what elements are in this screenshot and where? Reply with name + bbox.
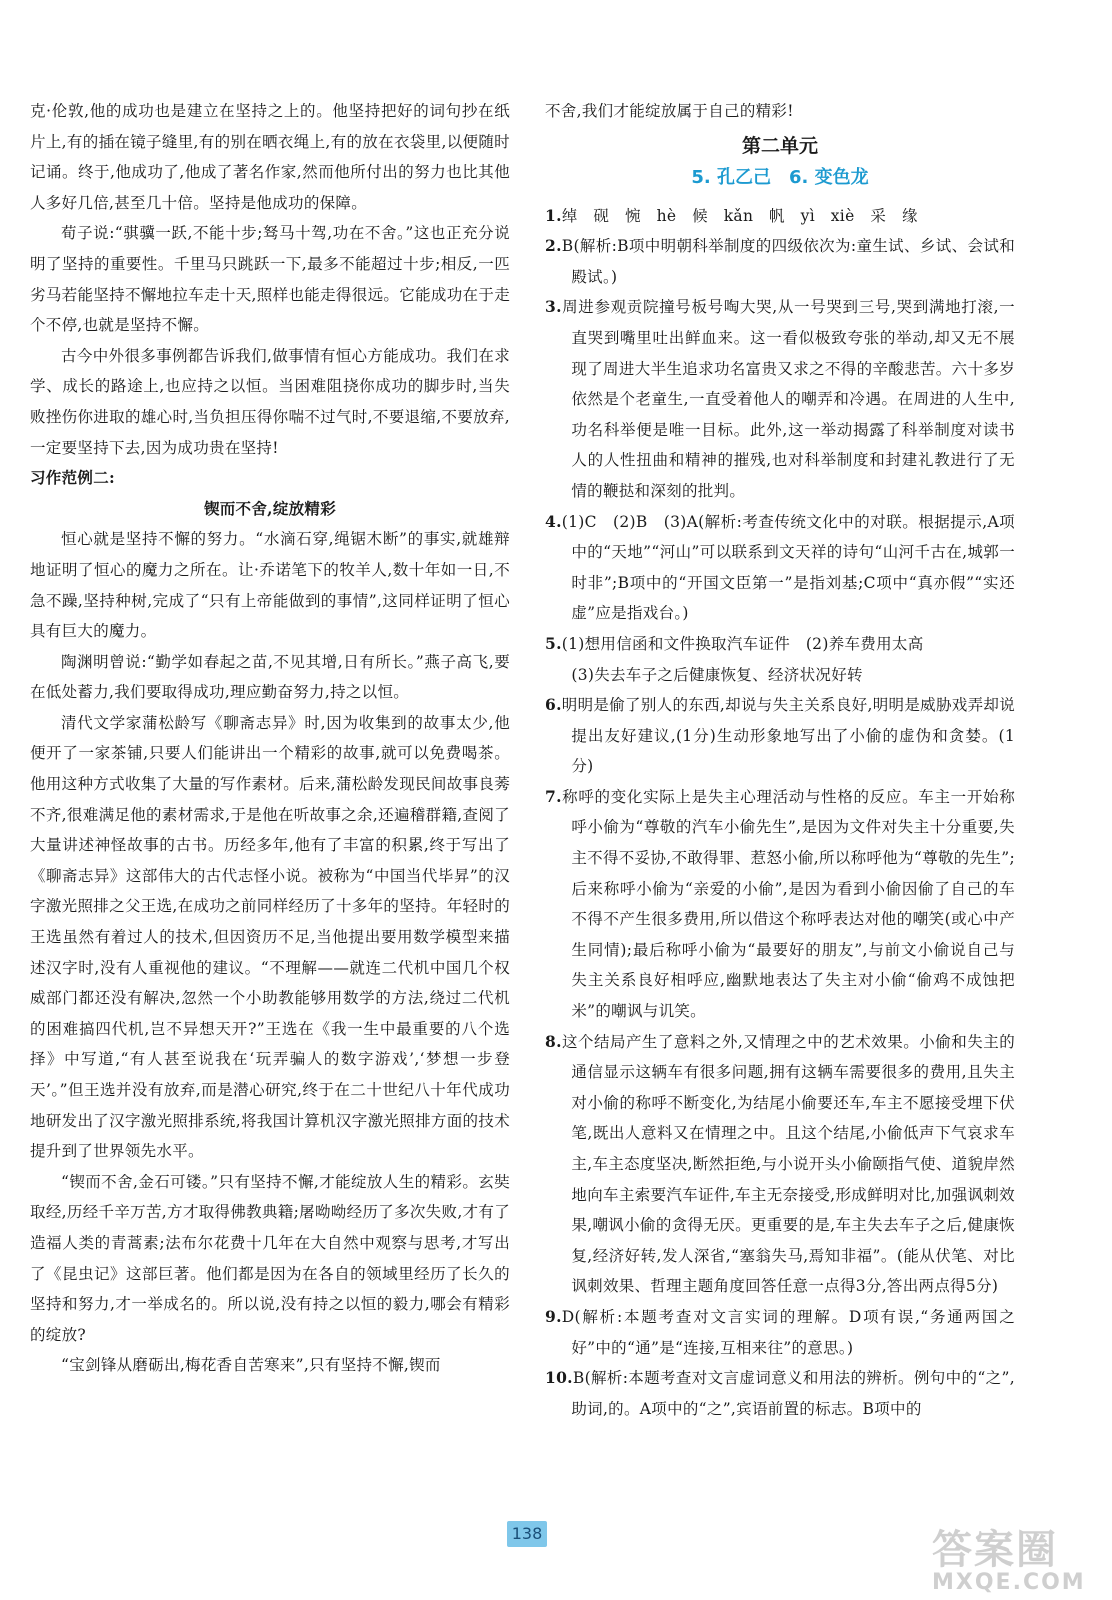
answer-item: [545, 1302, 1015, 1363]
answer-item: [545, 292, 1015, 506]
item-number: 5.: [545, 633, 562, 653]
watermark-logo-text: 答案圈: [932, 1527, 1058, 1573]
answer-item: [545, 1027, 1015, 1302]
item-text: (1)想用信函和文件换取汽车证件 (2)养车费用太高: [561, 634, 924, 653]
item-text: (1)C (2)B (3)A(解析:考查传统文化中的对联。根据提示,A项中的“天地”“河山”可以联系到文天祥的诗句“山河千古在,城郭一时非”;B项中的“开国文臣第一”是指刘基;C项中“真亦假”“实还虚”应是指戏台。): [561, 512, 1015, 623]
answer-item-continued: [545, 660, 1015, 691]
paragraph: 陶渊明曾说:“勤学如春起之苗,不见其增,日有所长。”燕子高飞,要在低处蓄力,我们要取得成功,理应勤奋努力,持之以恒。: [30, 652, 510, 702]
answer-item: [545, 782, 1015, 1027]
answer-item: [545, 201, 1015, 232]
answer-item: [545, 507, 1015, 629]
paragraph: 荀子说:“骐骥一跃,不能十步;驽马十驾,功在不舍。”这也正充分说明了坚持的重要性。千里马只跳跃一下,最多不能超过十步;相反,一匹劣马若能坚持不懈地拉车走十天,照样也能走得很远。它能成功在于走个不停,也就是坚持不懈。: [30, 224, 510, 335]
section-label: 习作范例二:: [30, 468, 116, 488]
watermark-logo: [932, 1528, 1102, 1594]
item-number: 6.: [545, 695, 562, 715]
paragraph: 恒心就是坚持不懈的努力。“水滴石穿,绳锯木断”的事实,就雄辩地证明了恒心的魔力之所在。让·乔诺笔下的牧羊人,数十年如一日,不急不躁,坚持种树,完成了“只有上帝能做到的事情”,这同样证明了恒心具有巨大的魔力。: [30, 530, 510, 641]
item-number: 3.: [545, 297, 562, 317]
item-text: B(解析:B项中明朝科举制度的四级依次为:童生试、乡试、会试和殿试。): [561, 237, 1015, 286]
essay-title: 锲而不舍,绽放精彩: [203, 498, 337, 518]
item-text: 称呼的变化实际上是失主心理活动与性格的反应。车主一开始称呼小偷为“尊敬的汽车小偷先生”,是因为文件对失主十分重要,失主不得不妥协,不敢得罪、惹怒小偷,所以称呼他为“尊敬的先生”;后来称呼小偷为“亲爱的小偷”,是因为看到小偷因偷了自己的车不得不产生很多费用,所以借这个称呼表达对他的嘲笑(或心中产生同情);最后称呼小偷为“最要好的朋友”,与前文小偷说自己与失主关系良好相呼应,幽默地表达了失主对小偷“偷鸡不成蚀把米”的嘲讽与讥笑。: [561, 787, 1015, 1021]
item-text: (3)失去车子之后健康恢复、经济状况好转: [571, 665, 863, 684]
paragraph: 古今中外很多事例都告诉我们,做事情有恒心方能成功。我们在求学、成长的路途上,也应持之以恒。当困难阻挠你成功的脚步时,当失败挫伤你进取的雄心时,当负担压得你喘不过气时,不要退缩,不要放弃,一定要坚持下去,因为成功贵在坚持!: [30, 346, 510, 457]
item-number: 10.: [545, 1368, 573, 1388]
item-number: 2.: [545, 236, 562, 256]
unit-title: 第二单元: [741, 134, 818, 157]
answer-item: [545, 231, 1015, 292]
right-column: [545, 96, 1015, 1424]
watermark-site-text: MXQE.COM: [932, 1570, 1086, 1595]
answer-item: [545, 690, 1015, 782]
lesson-title: 5. 孔乙己 6. 变色龙: [691, 166, 869, 188]
answer-item: [545, 629, 1015, 660]
paragraph: “宝剑锋从磨砺出,梅花香自苦寒来”,只有坚持不懈,锲而: [61, 1356, 441, 1375]
item-text: 这个结局产生了意料之外,又情理之中的艺术效果。小偷和失主的通信显示这辆车有很多问题,拥有这辆车需要很多的费用,且失主对小偷的称呼不断变化,为结尾小偷要还车,车主不愿接受埋下伏笔,既出人意料又在情理之中。且这个结尾,小偷低声下气哀求车主,车主态度坚决,断然拒绝,与小说开头小偷颐指气使、道貌岸然地向车主索要汽车证件,车主无奈接受,形成鲜明对比,加强讽刺效果,嘲讽小偷的贪得无厌。更重要的是,车主失去车子之后,健康恢复,经济好转,发人深省,“塞翁失马,焉知非福”。(能从伏笔、对比讽刺效果、哲理主题角度回答任意一点得3分,答出两点得5分): [561, 1032, 1015, 1296]
answer-item: [545, 1363, 1015, 1424]
paragraph: 清代文学家蒲松龄写《聊斋志异》时,因为收集到的故事太少,他便开了一家茶铺,只要人们能讲出一个精彩的故事,就可以免费喝茶。他用这种方式收集了大量的写作素材。后来,蒲松龄发现民间故事良莠不齐,很难满足他的素材需求,于是他在听故事之余,还遍稽群籍,查阅了大量讲述神怪故事的古书。历经多年,他有了丰富的积累,终于写出了《聊斋志异》这部伟大的古代志怪小说。被称为“中国当代毕昇”的汉字激光照排之父王选,在成功之前同样经历了十多年的坚持。年轻时的王选虽然有着过人的技术,但因资历不足,当他提出要用数学模型来描述汉字时,没有人重视他的建议。“不理解——就连二代机中国几个权威部门都还没有解决,忽然一个小助教能够用数学的方法,绕过二代机的困难搞四代机,岂不异想天开?”王选在《我一生中最重要的八个选择》中写道,“有人甚至说我在‘玩弄骗人的数字游戏’,‘梦想一步登天’。”但王选并没有放弃,而是潜心研究,终于在二十世纪八十年代成功地研发出了汉字激光照排系统,将我国计算机汉字激光照排方面的技术提升到了世界领先水平。: [30, 713, 510, 1161]
item-text: 明明是偷了别人的东西,却说与失主关系良好,明明是威胁戏弄却说提出友好建议,(1分)生动形象地写出了小偷的虚伪和贪婪。(1分): [561, 696, 1015, 776]
item-number: 1.: [545, 205, 562, 225]
item-number: 8.: [545, 1031, 562, 1051]
item-text: B(解析:本题考查对文言虚词意义和用法的辨析。例句中的“之”,助词,的。A项中的“之”,宾语前置的标志。B项中的: [571, 1369, 1015, 1418]
left-column: [30, 96, 510, 1381]
item-number: 7.: [545, 786, 562, 806]
item-number: 4.: [545, 511, 562, 531]
item-text: D(解析:本题考查对文言实词的理解。D项有误,“务通两国之好”中的“通”是“连接,互相来往”的意思。): [561, 1307, 1015, 1357]
item-text: 周进参观贡院撞号板号啕大哭,从一号哭到三号,哭到满地打滚,一直哭到嘴里吐出鲜血来。这一看似极致夸张的举动,却又无不展现了周进大半生追求功名富贵又求之不得的辛酸悲苦。六十多岁依然是个老童生,一直受着他人的嘲弄和冷遇。在周进的人生中,功名科举便是唯一目标。此外,这一举动揭露了科举制度对读书人的人性扭曲和精神的摧残,也对科举制度和封建礼教进行了无情的鞭挞和深刻的批判。: [561, 298, 1015, 500]
paragraph: 克·伦敦,他的成功也是建立在坚持之上的。他坚持把好的词句抄在纸片上,有的插在镜子缝里,有的别在晒衣绳上,有的放在衣袋里,以便随时记诵。终于,他成功了,他成了著名作家,然而他所付出的努力也比其他人多好几倍,甚至几十倍。坚持是他成功的保障。: [30, 102, 510, 212]
item-number: 9.: [545, 1306, 562, 1326]
page-number: 138: [507, 1521, 547, 1547]
item-text: 绰 砚 惋 hè 候 kǎn 帆 yì xiè 采 缘: [561, 206, 918, 225]
paragraph: 不舍,我们才能绽放属于自己的精彩!: [545, 102, 794, 120]
paragraph: “锲而不舍,金石可镂。”只有坚持不懈,才能绽放人生的精彩。玄奘取经,历经千辛万苦,方才取得佛教典籍;屠呦呦经历了多次失败,才有了造福人类的青蒿素;法布尔花费十几年在大自然中观察与思考,才写出了《昆虫记》这部巨著。他们都是因为在各自的领域里经历了长久的坚持和努力,才一举成名的。所以说,没有持之以恒的毅力,哪会有精彩的绽放?: [30, 1172, 510, 1344]
